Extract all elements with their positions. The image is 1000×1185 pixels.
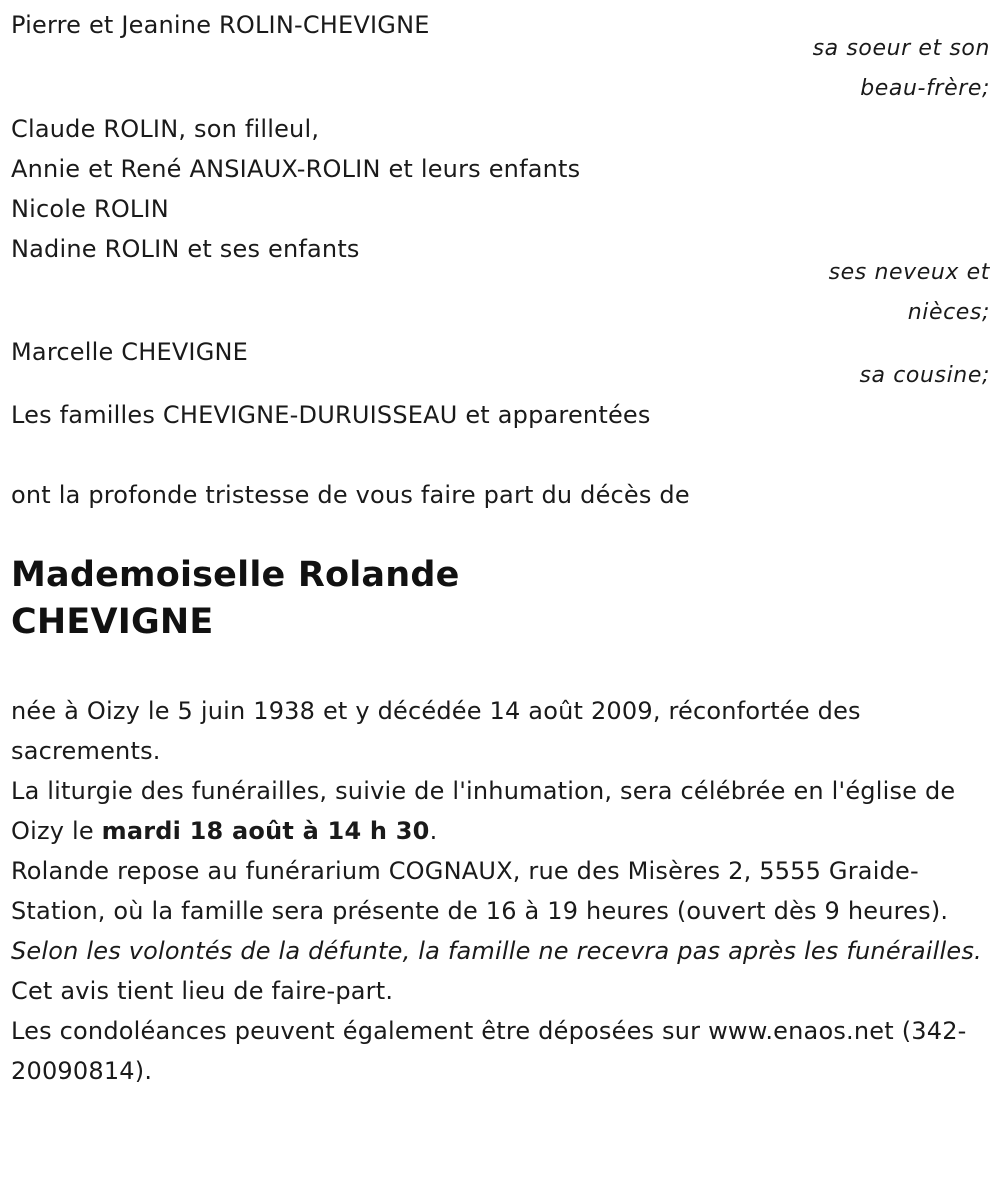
birth-death-text: née à Oizy le 5 juin 1938 et y décédée 14 août 2009, réconfortée des sacrements. xyxy=(11,697,861,765)
notice-text: Cet avis tient lieu de faire-part. xyxy=(11,977,394,1005)
family-line-nephew-2: Nicole ROLIN xyxy=(11,195,169,223)
family-line-nephew-3: Nadine ROLIN et ses enfants xyxy=(11,235,360,263)
liturgy-date: mardi 18 août à 14 h 30 xyxy=(101,817,430,845)
family-line-godson: Claude ROLIN, son filleul, xyxy=(11,115,320,143)
condolences-text: Les condoléances peuvent également être déposées sur www.enaos.net (342-20090814). xyxy=(11,1017,967,1085)
family-line-nephew-1: Annie et René ANSIAUX-ROLIN et leurs enfants xyxy=(11,155,581,183)
relation-cousin: sa cousine; xyxy=(859,363,990,388)
liturgy-text-start: La liturgie des funérailles, suivie de l'inhumation, sera célébrée en l'église de Oizy le xyxy=(11,777,956,845)
deceased-name-line-2: CHEVIGNE xyxy=(11,602,214,642)
deceased-name-line-1: Mademoiselle Rolande xyxy=(11,555,460,595)
relation-nieces: nièces; xyxy=(907,300,990,325)
details-block xyxy=(11,691,996,1091)
family-line-cousin: Marcelle CHEVIGNE xyxy=(11,338,249,366)
liturgy-text-end: . xyxy=(429,817,438,845)
relation-brother-in-law: beau-frère; xyxy=(860,76,990,101)
wishes-text: Selon les volontés de la défunte, la famille ne recevra pas après les funérailles. xyxy=(11,937,982,965)
relation-sister: sa soeur et son xyxy=(812,36,990,61)
family-line-families: Les familles CHEVIGNE-DURUISSEAU et apparentées xyxy=(11,401,651,429)
repose-text: Rolande repose au funérarium COGNAUX, rue des Misères 2, 5555 Graide-Station, où la famille sera présente de 16 à 19 heures (ouvert dès 9 heures). xyxy=(11,857,949,925)
family-line-siblings: Pierre et Jeanine ROLIN-CHEVIGNE xyxy=(11,11,430,39)
announcement-intro: ont la profonde tristesse de vous faire part du décès de xyxy=(11,481,690,509)
relation-nephews: ses neveux et xyxy=(828,260,990,285)
liturgy-text xyxy=(11,771,996,851)
